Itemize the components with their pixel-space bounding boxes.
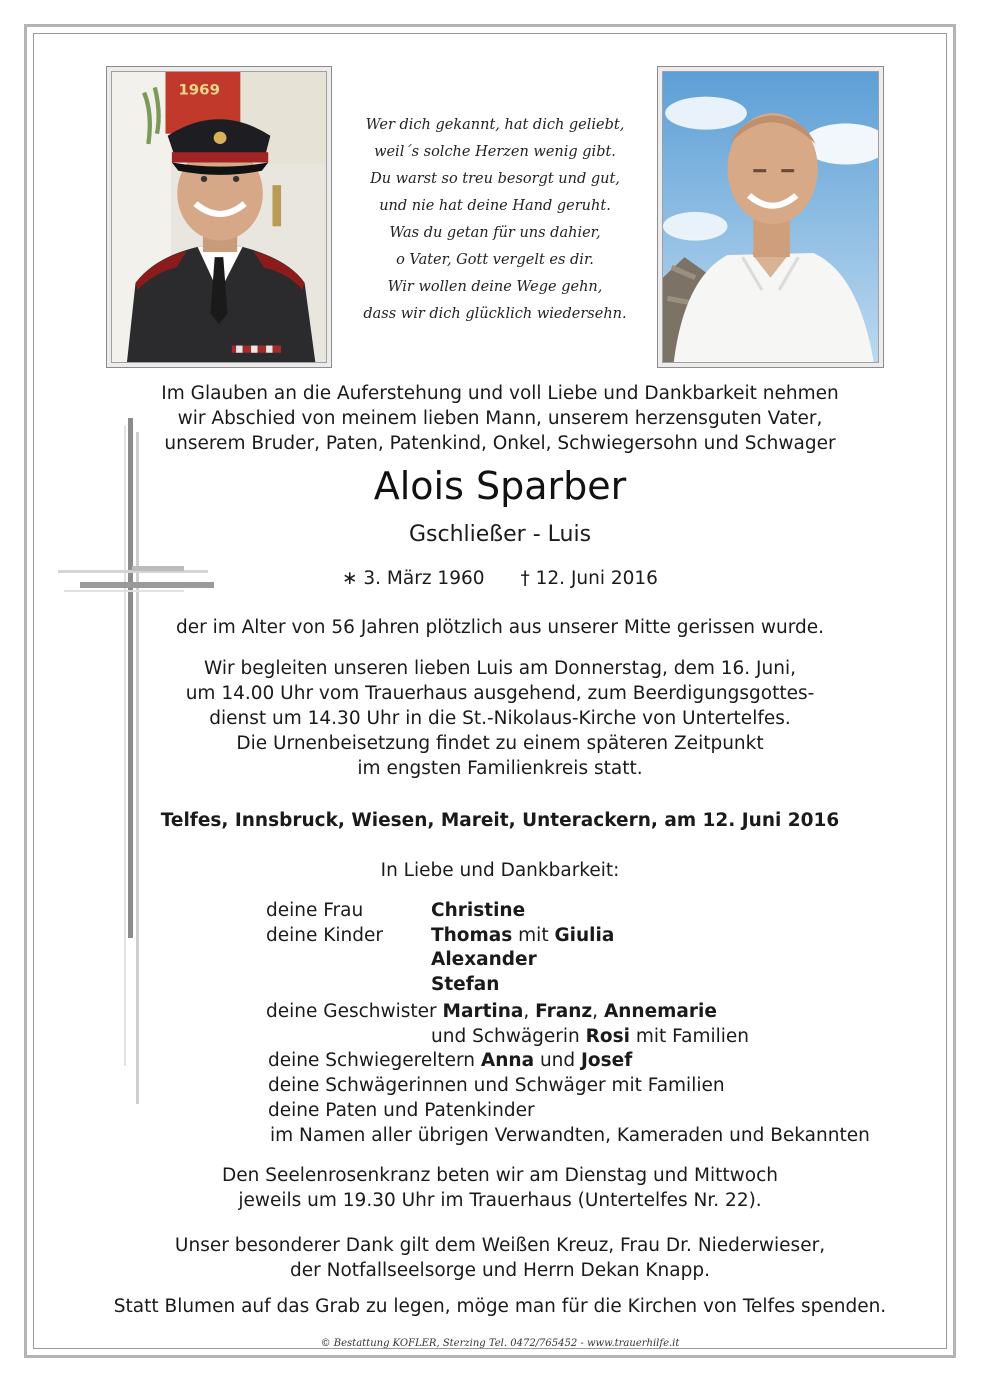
mourners-heading: In Liebe und Dankbarkeit: bbox=[380, 860, 620, 881]
funeral-line: um 14.00 Uhr vom Trauerhaus ausgehend, zum Beerdigungsgottes- bbox=[185, 683, 815, 704]
sister-in-law-line bbox=[431, 1024, 749, 1049]
poem-line: und nie hat deine Hand geruht. bbox=[379, 198, 611, 214]
poem-line: Wer dich gekannt, hat dich geliebt, bbox=[365, 117, 625, 133]
thanks-line: der Notfallseelsorge und Herrn Dekan Knapp. bbox=[290, 1260, 710, 1281]
rosary-line: Den Seelenrosenkranz beten wir am Dienstag und Mittwoch bbox=[222, 1165, 778, 1186]
poem bbox=[340, 112, 650, 328]
intro-line: Im Glauben an die Auferstehung und voll Liebe und Dankbarkeit nehmen bbox=[161, 383, 839, 404]
birth-date: ∗ 3. März 1960 bbox=[342, 568, 485, 589]
partner-name: Giulia bbox=[554, 925, 615, 946]
poem-line: weil´s solche Herzen wenig gibt. bbox=[374, 144, 616, 160]
child-name: Thomas bbox=[431, 925, 513, 946]
parents-in-law-line bbox=[268, 1048, 632, 1073]
in-laws-line: deine Schwägerinnen und Schwäger mit Familien bbox=[268, 1075, 725, 1096]
child-line bbox=[431, 923, 614, 948]
sibling-name: Martina bbox=[442, 1001, 524, 1022]
funeral-line: Die Urnenbeisetzung findet zu einem späteren Zeitpunkt bbox=[236, 733, 764, 754]
portrait-casual-image bbox=[663, 72, 878, 362]
wife-label: deine Frau bbox=[266, 900, 364, 921]
funeral-details bbox=[120, 656, 880, 781]
connector-text: und bbox=[534, 1050, 582, 1071]
godchildren-line: deine Paten und Patenkinder bbox=[268, 1100, 535, 1121]
funeral-line: Wir begleiten unseren lieben Luis am Donnerstag, dem 16. Juni, bbox=[204, 658, 796, 679]
intro-line: wir Abschied von meinem lieben Mann, unserem herzensguten Vater, bbox=[177, 408, 823, 429]
sibling-name: Annemarie bbox=[603, 1001, 717, 1022]
parent-in-law-name: Anna bbox=[480, 1050, 535, 1071]
siblings-label: deine Geschwister bbox=[266, 1001, 443, 1022]
poem-line: o Vater, Gott vergelt es dir. bbox=[396, 252, 594, 268]
death-date: † 12. Juni 2016 bbox=[520, 568, 658, 589]
wife-name: Christine bbox=[431, 900, 526, 921]
footer-credit: © Bestattung KOFLER, Sterzing Tel. 0472/765452 - www.trauerhilfe.it bbox=[320, 1338, 680, 1349]
banner-year: 1969 bbox=[178, 81, 221, 99]
sister-in-law-name: Rosi bbox=[585, 1026, 630, 1047]
portrait-uniform-image bbox=[112, 72, 326, 362]
funeral-line: dienst um 14.30 Uhr in die St.-Nikolaus-Kirche von Untertelfes. bbox=[209, 708, 791, 729]
funeral-line: im engsten Familienkreis statt. bbox=[357, 758, 643, 779]
poem-line: Wir wollen deine Wege gehn, bbox=[387, 279, 603, 295]
children-label: deine Kinder bbox=[266, 925, 383, 946]
age-statement: der im Alter von 56 Jahren plötzlich aus unserer Mitte gerissen wurde. bbox=[175, 617, 825, 638]
intro-text bbox=[120, 381, 880, 456]
poem-line: Was du getan für uns dahier, bbox=[389, 225, 601, 241]
deceased-nickname: Gschließer - Luis bbox=[408, 522, 592, 547]
parents-in-law-label: deine Schwiegereltern bbox=[268, 1050, 481, 1071]
siblings-line bbox=[266, 999, 717, 1024]
flowers-note: Statt Blumen auf das Grab zu legen, möge man für die Kirchen von Telfes spenden. bbox=[113, 1296, 887, 1317]
rosary-line: jeweils um 19.30 Uhr im Trauerhaus (Untertelfes Nr. 22). bbox=[238, 1190, 762, 1211]
portrait-casual-photo bbox=[657, 66, 884, 368]
poem-line: Du warst so treu besorgt und gut, bbox=[370, 171, 620, 187]
rosary-info bbox=[120, 1163, 880, 1213]
child-name: Stefan bbox=[431, 974, 500, 995]
separator: , bbox=[592, 1001, 604, 1022]
deceased-name: Alois Sparber bbox=[373, 464, 627, 508]
separator: , bbox=[523, 1001, 536, 1022]
portrait-uniform-photo bbox=[106, 66, 332, 368]
intro-line: unserem Bruder, Paten, Patenkind, Onkel, Schwiegersohn und Schwager bbox=[164, 433, 836, 454]
child-name: Alexander bbox=[431, 949, 537, 970]
connector-text: mit bbox=[512, 925, 555, 946]
sister-in-law-suffix: mit Familien bbox=[629, 1026, 749, 1047]
sibling-name: Franz bbox=[535, 1001, 593, 1022]
poem-line: dass wir dich glücklich wiedersehn. bbox=[363, 306, 627, 322]
life-dates bbox=[300, 566, 700, 592]
thanks-line: Unser besonderer Dank gilt dem Weißen Kreuz, Frau Dr. Niederwieser, bbox=[174, 1235, 826, 1256]
sister-in-law-prefix: und Schwägerin bbox=[431, 1026, 586, 1047]
special-thanks bbox=[120, 1233, 880, 1283]
place-and-date: Telfes, Innsbruck, Wiesen, Mareit, Unterackern, am 12. Juni 2016 bbox=[160, 810, 840, 831]
parent-in-law-name: Josef bbox=[581, 1050, 633, 1071]
others-line: im Namen aller übrigen Verwandten, Kameraden und Bekannten bbox=[270, 1125, 870, 1146]
